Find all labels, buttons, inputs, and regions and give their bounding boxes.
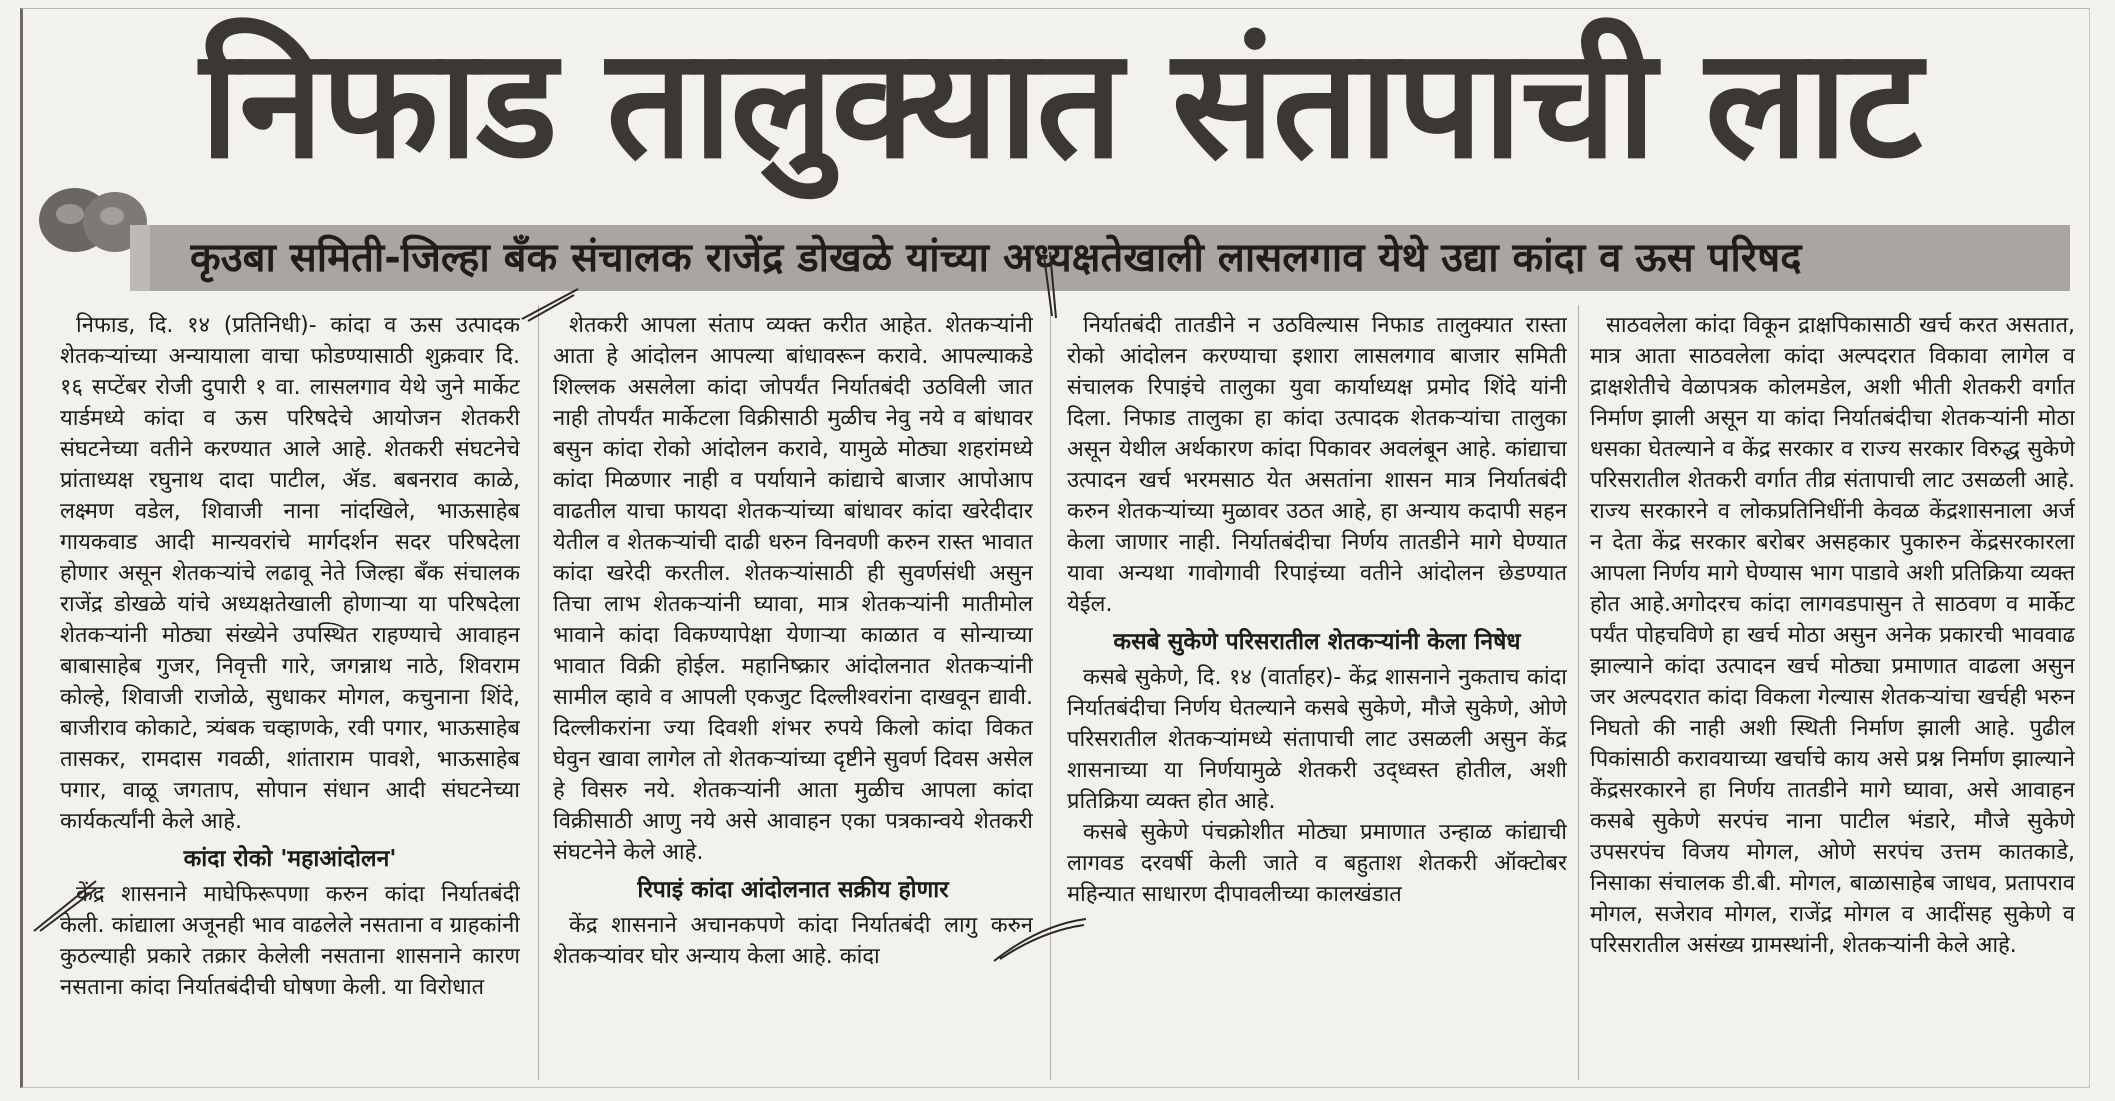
article-column-3 — [1067, 310, 1567, 1080]
paragraph: कसबे सुकेणे, दि. १४ (वार्ताहर)- केंद्र शासनाने नुकताच कांदा निर्यातबंदीचा निर्णय घेतल्याने कसबे सुकेणे, मौजे सुकेणे, ओणे परिसरातील शेतकऱ्यांमध्ये संतापाची लाट उसळली असुन केंद्र शासनाच्या या निर्णयामुळे शेतकरी उद्ध्वस्त होतील, अशी प्रतिक्रिया व्यक्त होत आहे. — [1067, 665, 1567, 814]
section-heading: कांदा रोको 'महाआंदोलन' — [183, 846, 397, 872]
paragraph: निर्यातबंदी तातडीने न उठविल्यास निफाड तालुक्यात रास्ता रोको आंदोलन करण्याचा इशारा लासलगाव बाजार समिती संचालक रिपाइंचे तालुका युवा कार्याध्यक्ष प्रमोद शिंदे यांनी दिला. निफाड तालुका हा कांदा उत्पादक शेतकऱ्यांचा तालुका असून येथील अर्थकारण कांदा पिकावर अवलंबून आहे. कांद्याचा उत्पादन खर्च भरमसाठ येत असतांना शासन मात्र निर्यातबंदी करुन शेतकऱ्यांच्या मुळावर उठत आहे, हा अन्याय कदापी सहन केला जाणार नाही. निर्यातबंदीचा निर्णय तातडीने मागे घेण्यात यावा अन्यथा गावोगावी रिपाइंच्या वतीने आंदोलन छेडण्यात येईल. — [1067, 313, 1567, 617]
paragraph: कसबे सुकेणे पंचक्रोशीत मोठ्या प्रमाणात उन्हाळ कांद्याची लागवड दरवर्षी केली जाते व बहुताश शेतकरी ऑक्टोबर महिन्यात साधारण दीपावलीच्या कालखंडात — [1067, 820, 1567, 907]
column-divider — [538, 305, 539, 1080]
column-divider — [1578, 305, 1579, 1080]
paragraph: निफाड, दि. १४ (प्रतिनिधी)- कांदा व ऊस उत्पादक शेतकऱ्यांच्या अन्यायाला वाचा फोडण्यासाठी शुक्रवार दि. १६ सप्टेंबर रोजी दुपारी १ वा. लासलगाव येथे जुने मार्केट यार्डमध्ये कांदा व ऊस परिषदेचे आयोजन शेतकरी संघटनेच्या वतीने करण्यात आले आहे. शेतकरी संघटनेचे प्रांताध्यक्ष रघुनाथ दादा पाटील, ॲड. बबनराव काळे, लक्ष्मण वडेल, शिवाजी नाना नांदखिले, भाऊसाहेब गायकवाड आदी मान्यवरांचे मार्गदर्शन सदर परिषदेला होणार असून शेतकऱ्यांचे लढावू नेते जिल्हा बँक संचालक राजेंद्र डोखळे यांचे अध्यक्षतेखाली होणाऱ्या या परिषदेला शेतकऱ्यांनी मोठ्या संख्येने उपस्थित राहण्याचे आवाहन बाबासाहेब गुजर, निवृत्ती गारे, जगन्नाथ नाठे, शिवराम कोल्हे, शिवाजी राजोळे, सुधाकर मोगल, कचुनाना शिंदे, बाजीराव कोकाटे, त्र्यंबक चव्हाणके, रवी पगार, भाऊसाहेब तासकर, रामदास गवळी, शांताराम पावशे, भाऊसाहेब पगार, वाळू जगताप, सोपान संधान आदी संघटनेच्या कार्यकर्त्यांनी केले आहे. — [60, 313, 520, 834]
section-heading: कसबे सुकेणे परिसरातील शेतकऱ्यांनी केला निषेध — [1113, 629, 1521, 655]
paragraph: केंद्र शासनाने माघेफिरूपणा करुन कांदा निर्यातबंदी केली. कांद्याला अजूनही भाव वाढलेले नसताना व ग्राहकांनी कुठल्याही प्रकारे तक्रार केलेली नसताना शासनाने कारण नसताना कांदा निर्यातबंदीची घोषणा केली. या विरोधात — [60, 882, 520, 1000]
column-divider — [1050, 305, 1051, 1080]
paragraph: केंद्र शासनाने अचानकपणे कांदा निर्यातबंदी लागु करुन शेतकऱ्यांवर घोर अन्याय केला आहे. कांदा — [553, 913, 1033, 969]
subheadline: कृउबा समिती-जिल्हा बँक संचालक राजेंद्र डोखळे यांच्या अध्यक्षतेखाली लासलगाव येथे उद्या कांदा व ऊस परिषद — [190, 235, 1802, 281]
section-heading: रिपाइं कांदा आंदोलनात सक्रीय होणार — [637, 877, 949, 903]
article-column-2 — [553, 310, 1033, 1080]
subheadline-bar-edge — [130, 225, 150, 291]
paragraph: साठवलेला कांदा विकून द्राक्षपिकासाठी खर्च करत असतात, मात्र आता साठवलेला कांदा अल्पदरात विकावा लागेल व द्राक्षशेतीचे वेळापत्रक कोलमडेल, अशी भीती शेतकरी वर्गात निर्माण झाली असून या कांदा निर्यातबंदीचा शेतकऱ्यांनी मोठा धसका घेतल्याने व केंद्र सरकार व राज्य सरकार विरुद्ध सुकेणे परिसरातील शेतकरी वर्गात तीव्र संतापाची लाट उसळली आहे. राज्य सरकारने व लोकप्रतिनिधींनी केवळ केंद्रशासनाला अर्ज न देता केंद्र सरकार बरोबर असहकार पुकारुन केंद्रसरकारला आपला निर्णय मागे घेण्यास भाग पाडावे अशी प्रतिक्रिया व्यक्त होत आहे.अगोदरच कांदा लागवडपासुन ते साठवण व मार्केट पर्यंत पोहचविणे हा खर्च मोठा असुन अनेक प्रकारची भाववाढ झाल्याने कांदा उत्पादन खर्च मोठ्या प्रमाणात वाढला असुन जर अल्पदरात कांदा विकला गेल्यास शेतकऱ्यांचा खर्चही भरुन निघतो की नाही अशी स्थिती निर्माण झाली आहे. पुढील पिकांसाठी करावयाच्या खर्चाचे काय असे प्रश्न निर्माण झाल्याने केंद्रसरकारने हा निर्णय तातडीने मागे घ्यावा, असे आवाहन कसबे सुकेणे सरपंच नाना पाटील भंडारे, मौजे सुकेणे उपसरपंच विजय मोगल, ओणे सरपंच उत्तम कातकाडे, निसाका संचालक डी.बी. मोगल, बाळासाहेब जाधव, प्रतापराव मोगल, सजेराव मोगल, राजेंद्र मोगल व आदींसह सुकेणे व परिसरातील असंख्य ग्रामस्थांनी, शेतकऱ्यांनी केले आहे. — [1590, 313, 2075, 958]
headline: निफाड तालुक्यात संतापाची लाट — [199, 15, 1921, 192]
article-column-4 — [1590, 310, 2075, 1080]
paragraph: शेतकरी आपला संताप व्यक्त करीत आहेत. शेतकऱ्यांनी आता हे आंदोलन आपल्या बांधावरून करावे. आपल्याकडे शिल्लक असलेला कांदा जोपर्यंत निर्यातबंदी उठविली जात नाही तोपर्यंत मार्केटला विक्रीसाठी मुळीच नेवु नये व बांधावर बसुन कांदा रोको आंदोलन करावे, यामुळे मोठ्या शहरांमध्ये कांदा मिळणार नाही व पर्यायाने कांद्याचे बाजार आपोआप वाढतील याचा फायदा शेतकऱ्यांच्या बांधावर कांदा खरेदीदार येतील व शेतकऱ्यांची दाढी धरुन विनवणी करुन रास्त भावात कांदा खरेदी करतील. शेतकऱ्यांसाठी ही सुवर्णसंधी असुन तिचा लाभ शेतकऱ्यांनी घ्यावा, मात्र शेतकऱ्यांनी मातीमोल भावाने कांदा विकण्यापेक्षा येणाऱ्या काळात व सोन्याच्या भावात विक्री होईल. महानिष्क्रार आंदोलनात शेतकऱ्यांनी सामील व्हावे व आपली एकजुट दिल्लीश्वरांना दाखवून द्यावी. दिल्लीकरांना ज्या दिवशी शंभर रुपये किलो कांदा विकत घेवुन खावा लागेल तो शेतकऱ्यांच्या दृष्टीने सुवर्ण दिवस असेल हे विसरु नये. शेतकऱ्यांनी आता मुळीच आपला कांदा विक्रीसाठी आणु नये असे आवाहन एका पत्रकान्वये शेतकरी संघटनेने केले आहे. — [553, 313, 1033, 865]
subheadline-bar — [150, 225, 2070, 291]
article-column-1 — [60, 310, 520, 1080]
